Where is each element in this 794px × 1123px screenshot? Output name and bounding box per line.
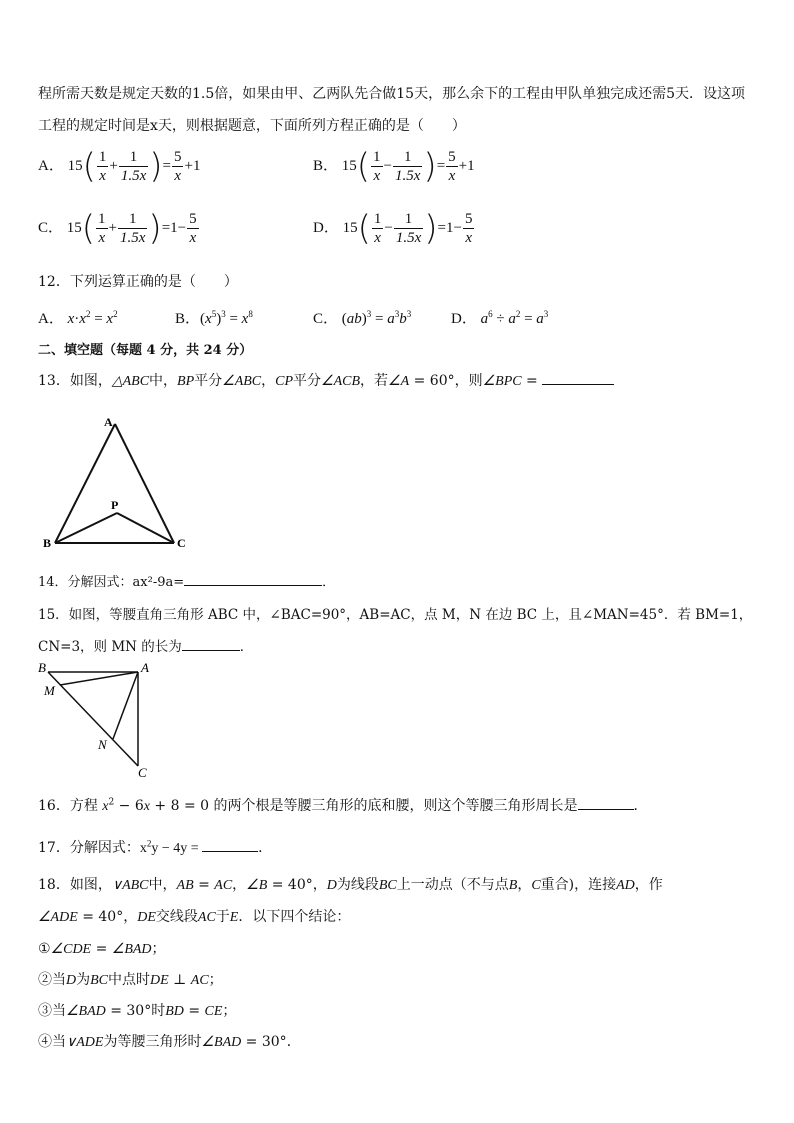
label-b: B (38, 660, 46, 675)
frac-den: x (99, 168, 106, 184)
frac-num: 1 (119, 148, 148, 167)
label-b: B (43, 536, 52, 550)
q18-conclusion-2: ②当D为BC中点时DE ⊥ AC； (38, 972, 223, 988)
operator: + (109, 157, 118, 174)
label-p: P (111, 498, 119, 512)
frac-num: 5 (448, 149, 456, 165)
q12-option-b[interactable]: B．$(x^5)^3 = x^8$ (175, 309, 253, 327)
frac-den: x (465, 230, 473, 246)
frac-num: 5 (189, 211, 197, 227)
frac-den: 1.5x (120, 168, 147, 184)
q13-triangle-figure (38, 410, 198, 552)
frac-den: x (373, 168, 381, 184)
q16-stem: 16．方程 $x^2 - 6x + 8 = 0$ 的两个根是等腰三角形的底和腰，则这个等腰三角形周长是 ． (38, 795, 648, 815)
frac-den: x (374, 230, 381, 246)
option-label: D． (451, 311, 477, 327)
answer-blank[interactable] (202, 837, 258, 852)
frac-den: 1.5x (120, 230, 146, 246)
label-m: M (44, 683, 55, 698)
operator: − (383, 157, 392, 174)
q18-conclusion-3: ③当∠BAD = 30°时BD = CE； (38, 1003, 237, 1019)
q18-line1: 18．如图，∨ABC中，AB = AC，∠B = 40°，D为线段BC上一动点（不与点B，C重合)，连接AD，作 (38, 877, 663, 893)
option-label: A． (38, 311, 64, 327)
q11-line1: 程所需天数是规定天数的1.5倍，如果由甲、乙两队先合做15天，那么余下的工程由甲队单独完成还需5天．设这项 (38, 86, 745, 102)
option-label: A． (38, 157, 64, 174)
rhs-pre: 1− (170, 219, 187, 236)
rhs-tail: +1 (184, 157, 201, 174)
answer-blank[interactable] (182, 636, 240, 651)
q17-stem: 17．分解因式：$x^2y - 4y$ = ． (38, 838, 273, 856)
frac-den: x (174, 168, 182, 184)
frac-num: 1 (394, 210, 423, 229)
answer-blank[interactable] (578, 795, 634, 810)
q11-option-b[interactable]: B． 15( $\frac{1}{x}$ − $\frac{1}{1.5x}$ )= $\frac{5}{x}$ +1 (313, 146, 475, 187)
frac-num: 1 (373, 211, 382, 227)
label-a: A (104, 415, 113, 429)
q11-option-a[interactable]: A． 15( $\frac{1}{x}$ + $\frac{1}{1.5x}$ )= $\frac{5}{x}$ +1 (38, 146, 201, 187)
q11-option-d[interactable]: D． 15( $\frac{1}{x}$ − $\frac{1}{1.5x}$ )=1− $\frac{5}{x}$ (313, 208, 473, 249)
q11-line2: 工程的规定时间是x天，则根据题意，下面所列方程正确的是（ ） (38, 118, 466, 134)
coefficient: 15 (66, 219, 82, 236)
section-title: 二、填空题（每题 4 分，共 24 分） (38, 343, 253, 358)
q13-stem: 13．如图，△ABC中，BP平分∠ABC，CP平分∠ACB，若∠A = 60°，则∠BPC = (38, 370, 614, 390)
label-c: C (177, 536, 186, 550)
option-label: C． (313, 311, 339, 327)
label-n: N (98, 737, 107, 752)
option-label: B． (175, 311, 201, 327)
q12-option-c[interactable]: C． $(ab)^3 = a^3b^3$ (313, 309, 412, 327)
answer-blank[interactable] (184, 571, 322, 586)
q15-line2: CN=3，则 MN 的长为 ． (38, 635, 253, 655)
rhs-pre: 1− (445, 219, 462, 236)
q14-stem: 14．分解因式：ax²-9a= ． (38, 571, 335, 590)
q18-line2: ∠ADE = 40°，DE交线段AC于E．以下四个结论： (38, 909, 351, 925)
label-c: C (138, 765, 147, 780)
q12-option-d[interactable]: D． $a^6 \div a^2 = a^3$ (451, 309, 549, 327)
operator: + (108, 219, 117, 236)
frac-num: 5 (464, 211, 473, 227)
q12-stem: 12．下列运算正确的是（ ） (38, 274, 238, 290)
frac-num: 1 (373, 149, 381, 165)
coefficient: 15 (341, 157, 357, 174)
frac-den: x (98, 230, 106, 246)
frac-den: 1.5x (395, 230, 422, 246)
frac-den: x (189, 230, 197, 246)
answer-blank[interactable] (542, 370, 614, 385)
q15-isosceles-right-triangle-figure (36, 658, 166, 782)
label-a: A (141, 660, 149, 675)
frac-num: 1 (98, 211, 106, 227)
rhs-tail: +1 (458, 157, 475, 174)
frac-num: 1 (98, 149, 107, 165)
q15-line1: 15．如图，等腰直角三角形 ABC 中，∠BAC=90°，AB=AC，点 M，N 在边 BC 上，且∠MAN=45°．若 BM=1， (38, 607, 753, 623)
frac-num: 1 (393, 148, 422, 167)
coefficient: 15 (342, 219, 358, 236)
q12-option-a[interactable]: A． $x\cdot x^2 = x^2$ (38, 309, 118, 327)
frac-den: 1.5x (395, 168, 421, 184)
frac-den: x (448, 168, 456, 184)
q18-conclusion-1: ①∠CDE = ∠BAD； (38, 941, 166, 957)
coefficient: 15 (67, 157, 83, 174)
option-label: D． (313, 219, 339, 236)
q11-option-c[interactable]: C． 15( $\frac{1}{x}$ + $\frac{1}{1.5x}$ )=1− $\frac{5}{x}$ (38, 208, 197, 249)
option-label: B． (313, 157, 339, 174)
operator: − (384, 219, 393, 236)
frac-num: 5 (173, 149, 182, 165)
option-label: C． (38, 219, 64, 236)
q18-conclusion-4: ④当∨ADE为等腰三角形时∠BAD = 30°． (38, 1034, 301, 1050)
frac-num: 1 (118, 210, 147, 229)
